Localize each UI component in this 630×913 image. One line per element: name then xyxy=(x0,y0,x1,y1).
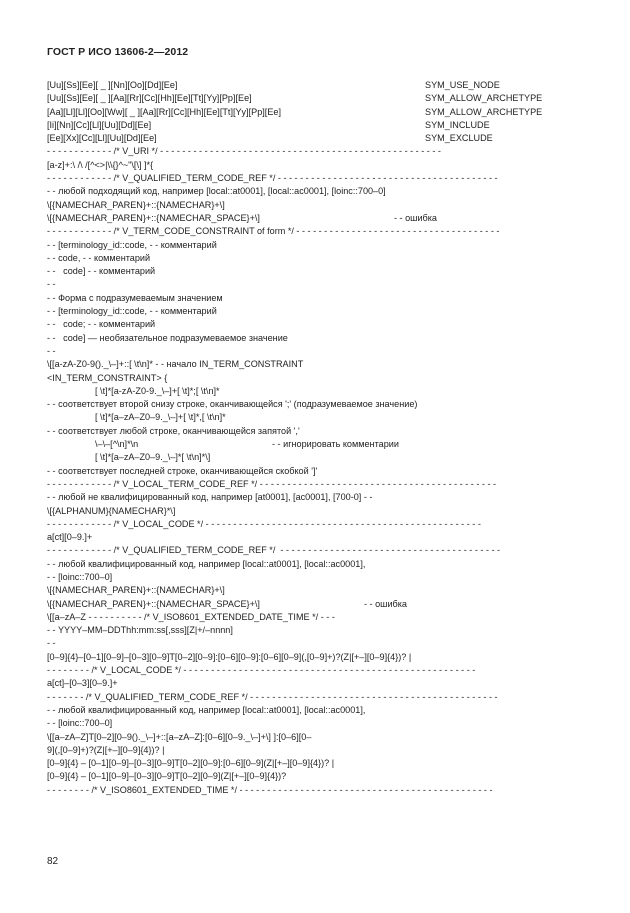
listing-line xyxy=(47,544,587,557)
listing-line xyxy=(47,239,587,252)
listing-line xyxy=(47,478,587,491)
listing-line xyxy=(47,744,587,757)
line-text: - - соответствует любой строке, оканчивающейся запятой ',' xyxy=(47,425,300,436)
line-text: \–\–[^\n]*\n xyxy=(47,439,139,450)
line-text: - - xyxy=(47,345,56,356)
line-text: - - [loinc::700–0] xyxy=(47,571,113,582)
line-text: a[ct]–[0–3][0–9.]+ xyxy=(47,678,118,689)
line-annotation: SYM_ALLOW_ARCHETYPE xyxy=(425,106,543,117)
line-text: - - - - - - - - - - - - /* V_LOCAL_TERM_CODE_REF */ - - - - - - - - - - - - - - - - - - - - - - - - - - - - - - - - - - - - - - - - - - - xyxy=(47,478,497,489)
listing-line xyxy=(47,159,587,172)
line-text: 9](,[0–9]+)?(Z|[+–][0–9]{4})? | xyxy=(47,744,165,755)
listing-line xyxy=(47,624,587,637)
line-text: [0–9]{4} – [0–1][0–9]–[0–3][0–9]T[0–2][0–9](Z|[+–][0–9]{4})? xyxy=(47,771,287,782)
listing-line xyxy=(47,664,587,677)
line-annotation: SYM_EXCLUDE xyxy=(425,133,493,144)
line-text: - - - - - - - - - - - - /* V_LOCAL_CODE */ - - - - - - - - - - - - - - - - - - - - - - - - - - - - - - - - - - - - - - - - - - - - - - - - - - xyxy=(47,518,481,529)
listing-line xyxy=(47,598,587,611)
line-text: <IN_TERM_CONSTRAINT> { xyxy=(47,372,168,383)
line-annotation: SYM_USE_NODE xyxy=(425,80,500,90)
line-text: - - - - - - - - - - - - /* V_QUALIFIED_TERM_CODE_REF */ - - - - - - - - - - - - - - - - - - - - - - - - - - - - - - - - - - - - - - - - xyxy=(47,545,501,556)
listing-line xyxy=(47,372,587,385)
code-listing xyxy=(47,79,587,797)
listing-line xyxy=(47,278,587,291)
line-text: \[[a-zA-Z0-9()._\–]+::[ \t\n]* - - начало IN_TERM_CONSTRAINT xyxy=(47,359,304,370)
listing-line xyxy=(47,345,587,358)
listing-line xyxy=(47,411,587,424)
line-annotation: SYM_ALLOW_ARCHETYPE xyxy=(425,93,543,104)
line-text: \[{NAMECHAR_PAREN}+::{NAMECHAR}+\] xyxy=(47,585,225,596)
line-annotation: - - игнорировать комментарии xyxy=(272,439,399,450)
line-text: [ \t]*[a-zA-Z0-9._\–]+[ \t]*;[ \t\n]* xyxy=(47,385,220,396)
line-text: - - code] — необязательное подразумеваемое значение xyxy=(47,332,288,343)
listing-line xyxy=(47,465,587,478)
listing-line xyxy=(47,691,587,704)
listing-line xyxy=(47,119,587,132)
listing-line xyxy=(47,318,587,331)
line-text: [0–9]{4} – [0–1][0–9]–[0–3][0–9]T[0–2][0–9]:[0–6][0–9](Z|[+–][0–9]{4})? | xyxy=(47,758,335,769)
line-text: - - любой не квалифицированный код, например [at0001], [ac0001], [700-0] - - xyxy=(47,492,373,503)
line-text: - - соответствует второй снизу строке, оканчивающейся ';' (подразумеваемое значение) xyxy=(47,399,418,410)
listing-line xyxy=(47,770,587,783)
line-text: [a-z]+:\ /\ /[^<>|\\{}^~"\[\] ]*{ xyxy=(47,159,154,170)
listing-line xyxy=(47,92,587,105)
listing-line xyxy=(47,558,587,571)
line-annotation: SYM_INCLUDE xyxy=(425,119,490,130)
listing-line xyxy=(47,145,587,158)
listing-line xyxy=(47,398,587,411)
listing-line xyxy=(47,172,587,185)
listing-line xyxy=(47,106,587,119)
document-header: ГОСТ Р ИСО 13606-2—2012 xyxy=(47,46,189,58)
line-annotation: - - ошибка xyxy=(364,598,407,609)
listing-line xyxy=(47,79,587,92)
line-text: - - - - - - - - /* V_ISO8601_EXTENDED_TIME */ - - - - - - - - - - - - - - - - - - - - - - - - - - - - - - - - - - - - - - - - - - - - - - xyxy=(47,784,493,795)
listing-line xyxy=(47,611,587,624)
line-text: - - code] - - комментарий xyxy=(47,266,156,277)
line-text: - - любой квалифицированный код, например [local::at0001], [local::ac0001], xyxy=(47,704,366,715)
listing-line xyxy=(47,132,587,145)
line-text: - - YYYY–MM–DDThh:mm:ss[,sss][Z|+/–nnnn] xyxy=(47,625,233,636)
listing-line xyxy=(47,505,587,518)
listing-line xyxy=(47,651,587,664)
line-text: - - xyxy=(47,638,56,649)
line-text: \[{NAMECHAR_PAREN}+::{NAMECHAR_SPACE}+\] xyxy=(47,598,260,609)
line-text: [Aa][Ll][Ll][Oo][Ww][ _ ][Aa][Rr][Cc][Hh][Ee][Tt][Yy][Pp][Ee] xyxy=(47,106,281,117)
line-annotation: - - ошибка xyxy=(394,212,437,223)
line-text: \[{ALPHANUM}{NAMECHAR}*\] xyxy=(47,505,176,516)
line-text: [0–9]{4}–[0–1][0–9]–[0–3][0–9]T[0–2][0–9]:[0–6][0–9]:[0–6][0–9](,[0–9]+)?(Z|[+–][0–9]{4})? | xyxy=(47,651,412,662)
line-text: - - code, - - комментарий xyxy=(47,252,151,263)
line-text: - - - - - - - - - - - - /* V_URI */ - - - - - - - - - - - - - - - - - - - - - - - - - - - - - - - - - - - - - - - - - - - - - - - - - - - xyxy=(47,146,441,157)
listing-line xyxy=(47,677,587,690)
line-text: [Ee][Xx][Cc][Ll][Uu][Dd][Ee] xyxy=(47,133,157,144)
listing-line xyxy=(47,784,587,797)
listing-line xyxy=(47,451,587,464)
line-text: [Ii][Nn][Cc][Ll][Uu][Dd][Ee] xyxy=(47,119,152,130)
listing-line xyxy=(47,757,587,770)
line-text: [Uu][Ss][Ee][ _ ][Nn][Oo][Dd][Ee] xyxy=(47,80,178,90)
line-text: - - любой подходящий код, например [local::at0001], [local::ac0001], [loinc::700–0] xyxy=(47,186,386,197)
line-text: - - любой квалифицированный код, например [local::at0001], [local::ac0001], xyxy=(47,558,366,569)
listing-line xyxy=(47,358,587,371)
line-text: [ \t]*[a–zA–Z0–9._\–]+[ \t]*,[ \t\n]* xyxy=(47,412,226,423)
listing-line xyxy=(47,704,587,717)
listing-line xyxy=(47,518,587,531)
line-text: [ \t]*[a–zA–Z0–9._\–]*[ \t\n]*\] xyxy=(47,452,211,463)
listing-line xyxy=(47,225,587,238)
listing-line xyxy=(47,637,587,650)
line-text: - - [loinc::700–0] xyxy=(47,718,113,729)
line-text: \[[a–zA–Z]T[0–2][0–9()._\–]+::[a–zA–Z]:[0–6][0–9._\–]+\] ]:[0–6][0– xyxy=(47,731,312,742)
line-text: [Uu][Ss][Ee][ _ ][Aa][Rr][Cc][Hh][Ee][Tt][Yy][Pp][Ee] xyxy=(47,93,252,104)
page-number: 82 xyxy=(47,856,59,867)
line-text: a[ct][0–9.]+ xyxy=(47,532,93,543)
line-text: - - [terminology_id::code, - - комментарий xyxy=(47,306,217,317)
listing-line xyxy=(47,292,587,305)
listing-line xyxy=(47,252,587,265)
line-text: - - - - - - - - - - - - /* V_QUALIFIED_TERM_CODE_REF */ - - - - - - - - - - - - - - - - - - - - - - - - - - - - - - - - - - - - - - - - xyxy=(47,173,498,184)
line-text: - - code; - - комментарий xyxy=(47,319,156,330)
listing-line xyxy=(47,438,587,451)
line-text: - - - - - - - - /* V_LOCAL_CODE */ - - - - - - - - - - - - - - - - - - - - - - - - - - - - - - - - - - - - - - - - - - - - - - - - - - - - - xyxy=(47,665,476,676)
listing-line xyxy=(47,265,587,278)
listing-line xyxy=(47,212,587,225)
line-text: \[{NAMECHAR_PAREN}+::{NAMECHAR}+\] xyxy=(47,199,225,210)
line-text: - - соответствует последней строке, оканчивающейся скобкой ']' xyxy=(47,465,318,476)
listing-line xyxy=(47,731,587,744)
listing-line xyxy=(47,332,587,345)
listing-line xyxy=(47,385,587,398)
listing-line xyxy=(47,584,587,597)
line-text: - - - - - - - /* V_QUALIFIED_TERM_CODE_REF */ - - - - - - - - - - - - - - - - - - - - - - - - - - - - - - - - - - - - - - - - - - - - - xyxy=(47,691,498,702)
listing-line xyxy=(47,199,587,212)
listing-line xyxy=(47,305,587,318)
line-text: - - Форма с подразумеваемым значением xyxy=(47,292,223,303)
line-text: - - - - - - - - - - - - /* V_TERM_CODE_CONSTRAINT of form */ - - - - - - - - - - - - - - - - - - - - - - - - - - - - - - - - - - - - - xyxy=(47,226,500,237)
listing-line xyxy=(47,571,587,584)
listing-line xyxy=(47,717,587,730)
line-text: - - [terminology_id::code, - - комментарий xyxy=(47,239,217,250)
line-text: \[[a–zA–Z - - - - - - - - - - /* V_ISO8601_EXTENDED_DATE_TIME */ - - - xyxy=(47,611,335,622)
listing-line xyxy=(47,491,587,504)
line-text: \[{NAMECHAR_PAREN}+::{NAMECHAR_SPACE}+\] xyxy=(47,212,260,223)
listing-line xyxy=(47,185,587,198)
listing-line xyxy=(47,531,587,544)
line-text: - - xyxy=(47,279,56,290)
listing-line xyxy=(47,425,587,438)
